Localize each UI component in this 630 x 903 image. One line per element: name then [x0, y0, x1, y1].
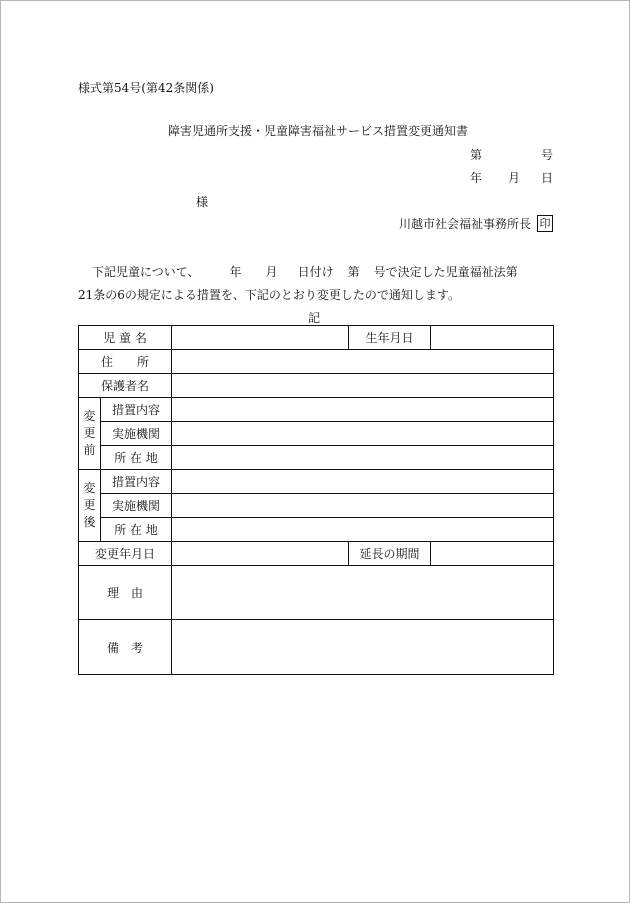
before-location-label: 所 在 地 — [101, 446, 172, 470]
body-no-prefix: 第 — [347, 265, 360, 279]
date-month-label: 月 — [508, 171, 521, 185]
guardian-name-label: 保護者名 — [79, 374, 172, 398]
change-date-field[interactable] — [172, 542, 349, 566]
address-label: 住 所 — [79, 350, 172, 374]
reason-field[interactable] — [172, 566, 554, 620]
before-implementing-agency-field[interactable] — [172, 422, 554, 446]
body-line-2: 21条の6の規定による措置を、下記のとおり変更したので通知します。 — [78, 288, 460, 302]
number-prefix: 第 — [470, 148, 483, 162]
form-number: 様式第54号(第42条関係) — [78, 81, 214, 95]
before-implementing-agency-label: 実施機関 — [101, 422, 172, 446]
table-row — [79, 422, 554, 446]
address-field[interactable] — [172, 350, 554, 374]
change-date-label: 変更年月日 — [79, 542, 172, 566]
birth-date-label: 生年月日 — [349, 326, 431, 350]
before-change-label: 変 更 前 — [79, 398, 101, 470]
body-line-1 — [78, 266, 518, 278]
recipient-suffix: 様 — [196, 195, 209, 209]
after-implementing-agency-label: 実施機関 — [101, 494, 172, 518]
after-location-field[interactable] — [172, 518, 554, 542]
birth-date-field[interactable] — [431, 326, 554, 350]
after-measure-content-label: 措置内容 — [101, 470, 172, 494]
body-month: 月 — [265, 265, 278, 279]
extension-period-field[interactable] — [431, 542, 554, 566]
body-year: 年 — [229, 265, 242, 279]
extension-period-label: 延長の期間 — [349, 542, 431, 566]
table-row — [79, 620, 554, 675]
notice-table — [78, 325, 554, 675]
table-row — [79, 542, 554, 566]
child-name-label: 児 童 名 — [79, 326, 172, 350]
table-row — [79, 446, 554, 470]
table-row — [79, 494, 554, 518]
remarks-label: 備 考 — [79, 620, 172, 675]
table-row — [79, 470, 554, 494]
after-implementing-agency-field[interactable] — [172, 494, 554, 518]
table-row — [79, 326, 554, 350]
issuer-name: 川越市社会福祉事務所長 — [399, 217, 532, 231]
seal-mark: 印 — [537, 215, 553, 232]
before-location-field[interactable] — [172, 446, 554, 470]
number-suffix: 号 — [541, 148, 554, 162]
date-day-label: 日 — [541, 171, 554, 185]
table-row — [79, 566, 554, 620]
body-no-suffix: 号で決定した児童福祉法第 — [373, 265, 518, 279]
remarks-field[interactable] — [172, 620, 554, 675]
reason-label: 理 由 — [79, 566, 172, 620]
guardian-name-field[interactable] — [172, 374, 554, 398]
table-row — [79, 518, 554, 542]
after-change-label: 変 更 後 — [79, 470, 101, 542]
before-measure-content-label: 措置内容 — [101, 398, 172, 422]
document-title: 障害児通所支援・児童障害福祉サービス措置変更通知書 — [168, 124, 469, 138]
after-measure-content-field[interactable] — [172, 470, 554, 494]
date-year-label: 年 — [470, 171, 483, 185]
table-row — [79, 398, 554, 422]
after-location-label: 所 在 地 — [101, 518, 172, 542]
body-text-a: 下記児童について、 — [92, 265, 200, 279]
body-day: 日付け — [297, 265, 334, 279]
table-row — [79, 374, 554, 398]
before-measure-content-field[interactable] — [172, 398, 554, 422]
table-row — [79, 350, 554, 374]
child-name-field[interactable] — [172, 326, 349, 350]
ki-heading: 記 — [308, 311, 321, 325]
